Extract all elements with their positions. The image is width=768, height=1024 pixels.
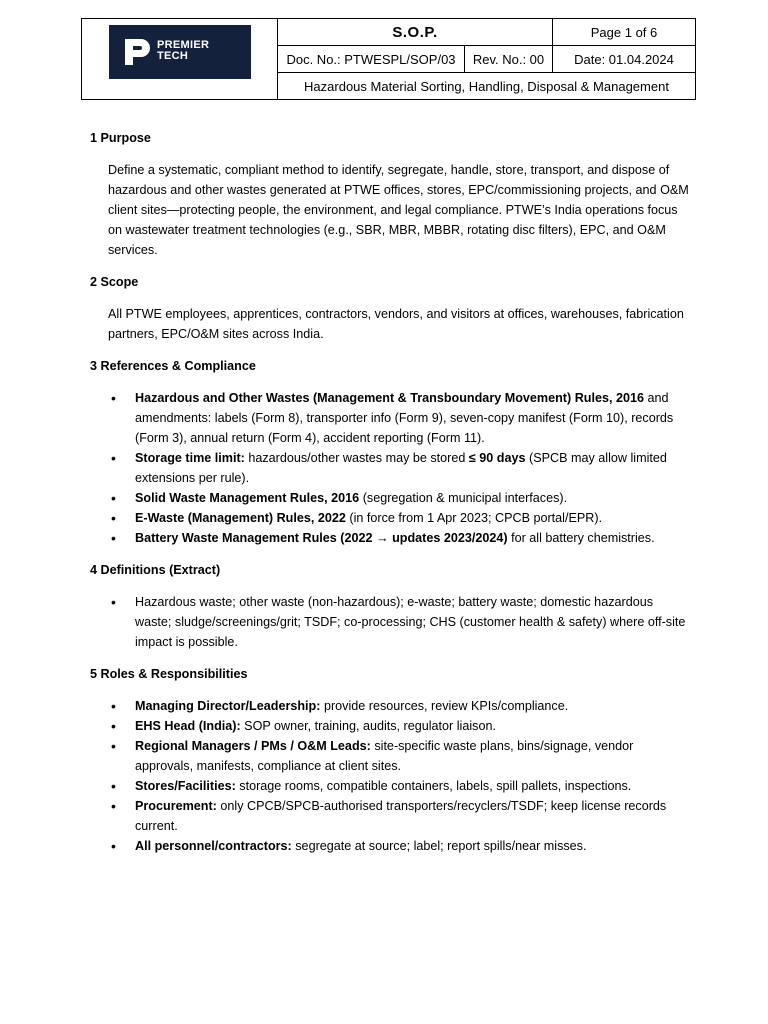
list-item: • Stores/Facilities: storage rooms, compatible containers, labels, spill pallets, inspections. [108, 776, 690, 796]
sop-title: S.O.P. [392, 23, 438, 41]
list-item: • Procurement: only CPCB/SPCB-authorised transporters/recyclers/TSDF; keep license records current. [108, 796, 690, 836]
logo-text-line2: TECH [157, 50, 189, 62]
revision-number: Rev. No.: 00 [472, 51, 545, 67]
purpose-paragraph: Define a systematic, compliant method to identify, segregate, handle, store, transport, and dispose of hazardous and other wastes generated at PTWE offices, stores, EPC/commissioning projects, and O&M client sites—protecting people, the environment, and legal compliance. PTWE’s India operations focus on wastewater treatment technologies (e.g., SBR, MBR, MBBR, rotating disc filters), EPC, and O&M services. [108, 163, 689, 257]
document-header-table [81, 18, 696, 100]
list-item: • E-Waste (Management) Rules, 2022 (in force from 1 Apr 2023; CPCB portal/EPR). [108, 508, 690, 528]
list-item: • Regional Managers / PMs / O&M Leads: site-specific waste plans, bins/signage, vendor approvals, manifests, compliance at client sites. [108, 736, 690, 776]
list-item: • EHS Head (India): SOP owner, training, audits, regulator liaison. [108, 716, 690, 736]
scope-paragraph: All PTWE employees, apprentices, contractors, vendors, and visitors at offices, warehouses, fabrication partners, EPC/O&M sites across India. [108, 307, 684, 341]
section-heading-references: 3 References & Compliance [90, 359, 256, 373]
list-item: • All personnel/contractors: segregate at source; label; report spills/near misses. [108, 836, 690, 856]
references-list [108, 388, 690, 548]
premier-tech-logo [109, 25, 251, 79]
premier-tech-logo-icon [123, 37, 151, 67]
list-item: • Hazardous waste; other waste (non-hazardous); e-waste; battery waste; domestic hazardous waste; sludge/screenings/grit; TSDF; co-processing; CHS (customer health & safety) where off-site impact is possible. [108, 592, 690, 652]
list-item: • Hazardous and Other Wastes (Management & Transboundary Movement) Rules, 2016 and amendments: labels (Form 8), transporter info (Form 9), seven-copy manifest (Form 10), records (Form 3), annual return (Form 4), accident reporting (Form 11). [108, 388, 690, 448]
document-subject: Hazardous Material Sorting, Handling, Disposal & Management [304, 78, 669, 94]
roles-list [108, 696, 690, 856]
section-heading-roles: 5 Roles & Responsibilities [90, 667, 248, 681]
list-item: • Battery Waste Management Rules (2022 → updates 2023/2024) for all battery chemistries. [108, 528, 690, 548]
list-item: • Solid Waste Management Rules, 2016 (segregation & municipal interfaces). [108, 488, 690, 508]
definitions-list [108, 592, 690, 652]
logo-text-line1: PREMIER [157, 39, 210, 51]
list-item: • Storage time limit: hazardous/other wastes may be stored ≤ 90 days (SPCB may allow limited extensions per rule). [108, 448, 690, 488]
logo-wordmark [157, 40, 209, 62]
list-item: • Managing Director/Leadership: provide resources, review KPIs/compliance. [108, 696, 690, 716]
document-date: Date: 01.04.2024 [574, 51, 674, 67]
doc-number: Doc. No.: PTWESPL/SOP/03 [286, 51, 456, 67]
page-number: Page 1 of 6 [590, 24, 658, 40]
document-body [90, 128, 690, 868]
section-heading-definitions: 4 Definitions (Extract) [90, 563, 221, 577]
section-heading-scope: 2 Scope [90, 275, 139, 289]
logo-cell [82, 19, 278, 99]
section-heading-purpose: 1 Purpose [90, 131, 151, 145]
